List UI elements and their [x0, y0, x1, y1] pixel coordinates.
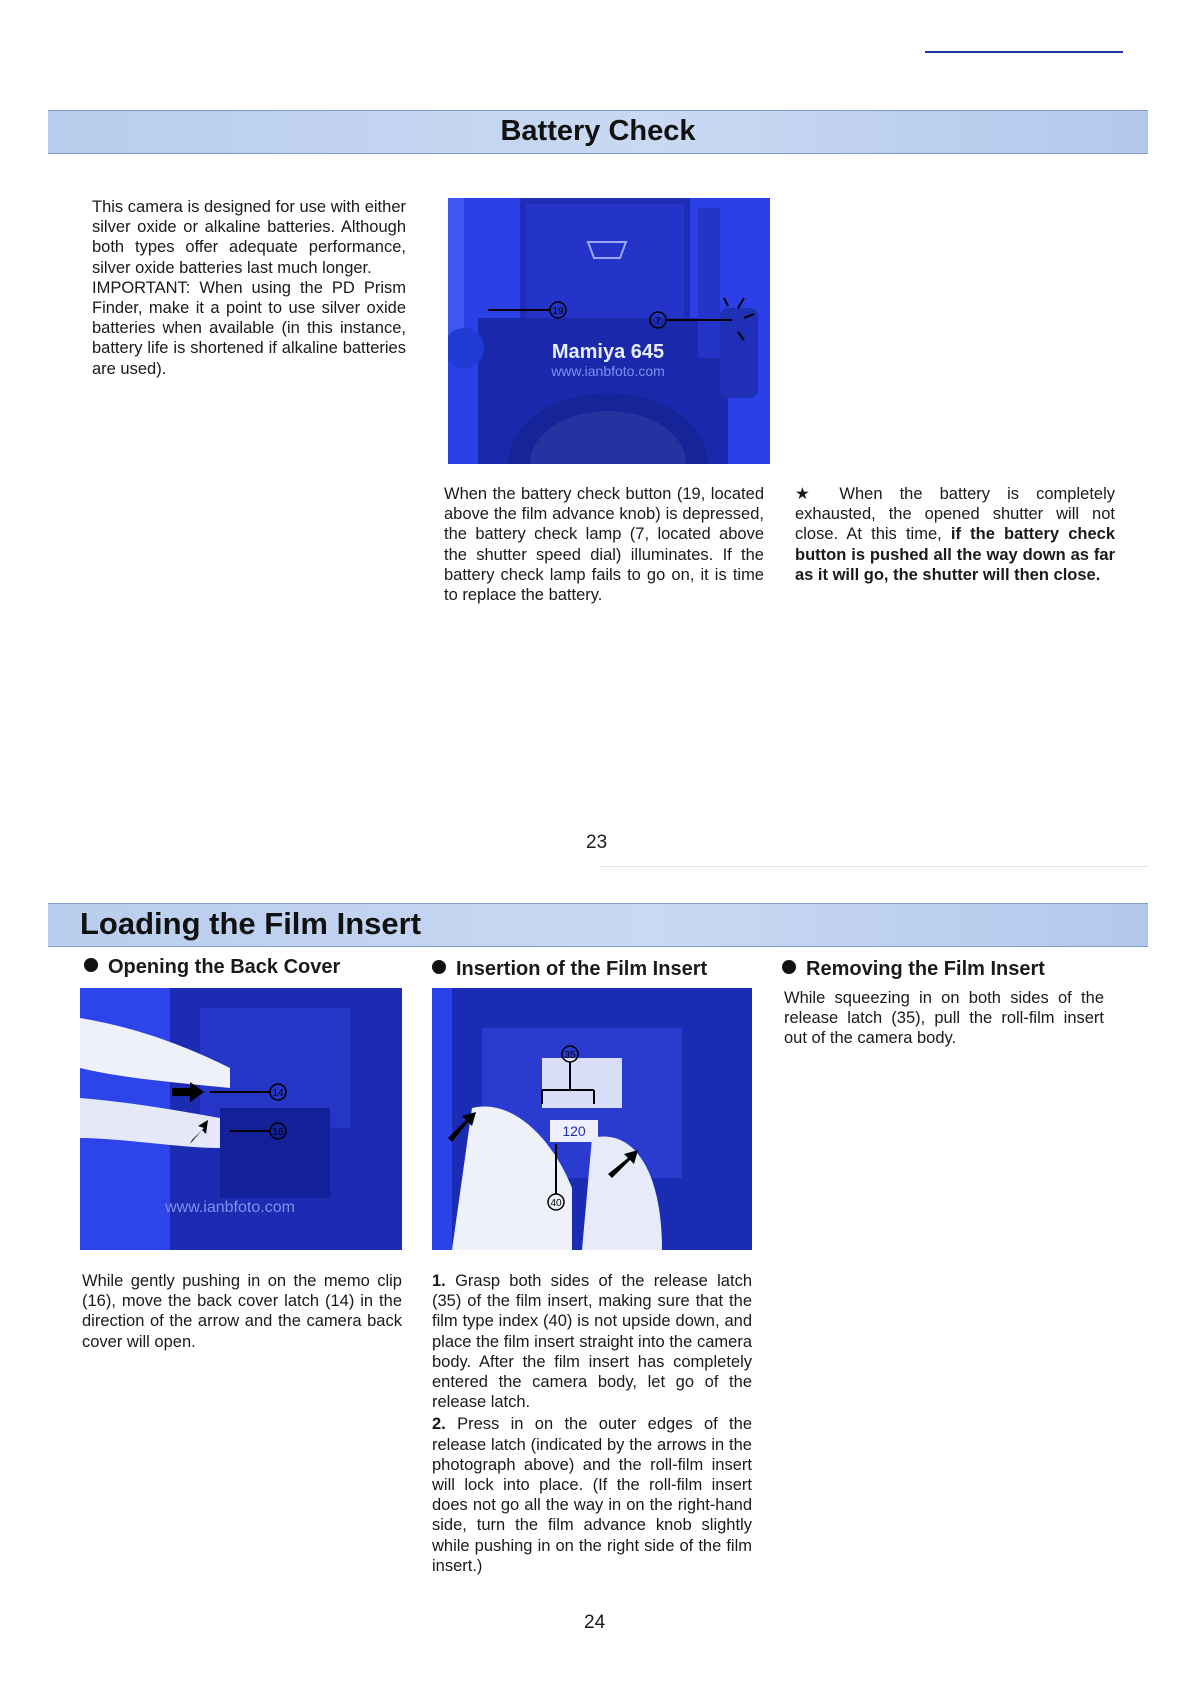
step-2: 2. Press in on the outer edges of the release latch (indicated by the arrows in the photograph above) and the roll-film insert will lock into place. (If the roll-film insert does not go all the way in on the right-hand side, turn the film advance knob slightly while pushing in on the right side of the film insert.) [432, 1415, 752, 1575]
insertion-steps [432, 1271, 752, 1576]
star-glyph: ★ [795, 485, 823, 503]
top-rule [925, 51, 1123, 53]
note-bold-text: if the battery check button is pushed all the way down as far as it will go, the shutter will then close. [795, 525, 1115, 584]
removing-text: While squeezing in on both sides of the release latch (35), pull the roll-film insert out of the camera body. [784, 989, 1104, 1048]
heading-opening-back-cover: Opening the Back Cover [84, 956, 340, 979]
heading-removing-film-insert: Removing the Film Insert [782, 958, 1045, 981]
section-header-loading-film [48, 903, 1148, 947]
battery-intro [92, 197, 406, 379]
callout-14-label: 14 [272, 1088, 284, 1099]
section-title: Battery Check [500, 115, 696, 147]
back-cover-text: While gently pushing in on the memo clip (16), move the back cover latch (14) in the direction of the arrow and the camera back cover will open. [82, 1272, 402, 1351]
bullet-icon [84, 958, 98, 972]
step-1: 1. Grasp both sides of the release latch (35) of the film insert, making sure that the film type index (40) is not upside down, and place the film insert straight into the camera body. After the film insert has completely entered the camera body, let go of the release latch. [432, 1272, 752, 1412]
page-divider [600, 866, 1148, 867]
callout-35-label: 35 [564, 1050, 576, 1061]
section-header-battery-check [48, 110, 1148, 154]
camera-battery-photo [448, 198, 770, 464]
camera-brand-label: Mamiya 645 [551, 341, 665, 363]
note-plain-text: When the battery is completely exhausted, the opened shutter will not close. At this time, [795, 485, 1115, 544]
callout-16-label: 16 [272, 1127, 284, 1138]
watermark: www.ianbfoto.com [551, 363, 665, 379]
callout-19-label: 19 [552, 306, 564, 317]
intro-paragraph: This camera is designed for use with either silver oxide or alkaline batteries. Although both types offer adequate performance, silver oxide batteries last much longer. [92, 198, 406, 277]
important-paragraph: IMPORTANT: When using the PD Prism Finder, make it a point to use silver oxide batteries when available (in this instance, battery life is shortened if alkaline batteries are used). [92, 278, 406, 378]
heading-insertion-film-insert: Insertion of the Film Insert [432, 958, 707, 981]
battery-check-caption: When the battery check button (19, located above the film advance knob) is depressed, the battery check lamp (7, located above the shutter speed dial) illuminates. If the battery check lamp fails to go on, it is time to replace the battery. [444, 485, 764, 605]
callout-40-label: 40 [550, 1198, 562, 1209]
film-index-label: 120 [562, 1123, 586, 1139]
section-title: Loading the Film Insert [80, 906, 422, 941]
back-cover-photo [80, 988, 402, 1250]
battery-exhausted-note [795, 484, 1115, 585]
bullet-icon [432, 960, 446, 974]
page-number-24: 24 [584, 1612, 606, 1633]
film-insert-photo [432, 988, 752, 1250]
page-number-23: 23 [586, 832, 608, 853]
bullet-icon [782, 960, 796, 974]
watermark: www.ianbfoto.com [165, 1199, 295, 1216]
callout-7-label: 7 [655, 316, 661, 327]
